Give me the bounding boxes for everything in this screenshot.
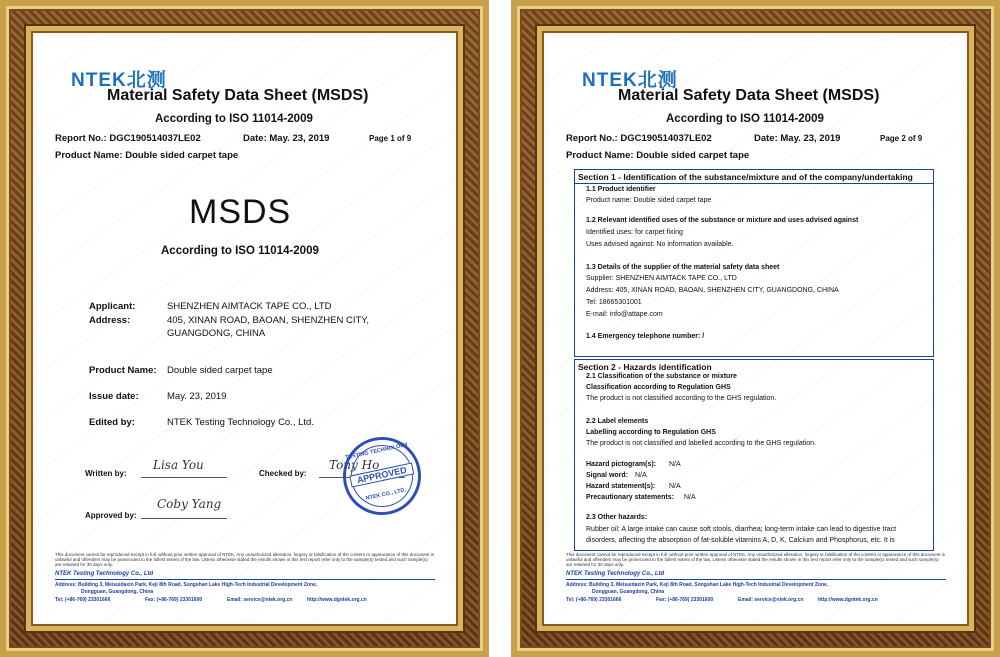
s2-1-text: The product is not classified according to the GHS regulation. [586, 395, 777, 402]
report-no: Report No.: DGC190514037LE02 [55, 133, 201, 144]
s1-4-heading: 1.4 Emergency telephone number: / [586, 333, 705, 340]
report-no: Report No.: DGC190514037LE02 [566, 133, 712, 144]
footer-rule [55, 579, 435, 580]
section-1-title: Section 1 - Identification of the substance/mixture and of the company/undertaking [578, 172, 913, 182]
footer-company: NTEK Testing Technology Co., Ltd [566, 571, 665, 577]
footer-email: Email: service@ntek.org.cn [227, 597, 293, 603]
s2-1-heading: 2.1 Classification of the substance or mixture [586, 373, 737, 380]
page-number: Page 1 of 9 [369, 134, 412, 143]
approved-stamp [336, 430, 429, 523]
footer-address: Address: Building 3, Meisuidaxin Park, Keji 8th Road, Songshan Lake High-Tech Industrial Development Zone, [566, 582, 829, 588]
section-2-title: Section 2 - Hazards identification [578, 362, 712, 372]
ntek-logo: NTEK北测 [582, 70, 678, 91]
stamp-approved-text: APPROVED [349, 462, 414, 487]
s2-2-subheading: Labelling according to Regulation GHS [586, 429, 716, 436]
applicant-label: Applicant: [89, 301, 136, 312]
hazard-statement-value: N/A [669, 483, 681, 490]
issue-date-value: May. 23, 2019 [167, 391, 227, 402]
applicant-value: SHENZHEN AIMTACK TAPE CO., LTD [167, 301, 332, 312]
issue-date-label: Issue date: [89, 391, 139, 402]
footer-fax: Fax: (+86-769) 23301600 [656, 597, 714, 603]
frame-inner [537, 26, 974, 631]
msds-heading: MSDS [189, 193, 292, 231]
ntek-logo: NTEK北测 [71, 70, 167, 91]
page-number: Page 2 of 9 [880, 134, 923, 143]
signature-line [141, 477, 227, 478]
s1-2-heading: 1.2 Relevant identified uses of the substance or mixture and uses advised against [586, 217, 859, 224]
s1-2-text-b: Uses advised against: No information available. [586, 241, 734, 248]
s1-3-supplier: Supplier: SHENZHEN AIMTACK TAPE CO., LTD [586, 275, 737, 282]
footer-address-2: Dongguan, Guangdong, China [81, 589, 154, 595]
s2-1-subheading: Classification according to Regulation GHS [586, 384, 731, 391]
s1-2-text-a: Identified uses: for carpet fixing [586, 229, 683, 236]
signal-word-value: N/A [635, 472, 647, 479]
s2-3-text-a: Rubber oil: A large intake can cause soft stools, diarrhea; long-term intake can lead to digestive tract [586, 526, 897, 533]
address-line-2: GUANGDONG, CHINA [167, 328, 266, 339]
precautionary-label: Precautionary statements: [586, 494, 674, 501]
product-name-header: Product Name: Double sided carpet tape [566, 150, 750, 161]
document-page-2 [548, 37, 963, 620]
s1-1-text: Product name: Double sided carpet tape [586, 197, 712, 204]
address-label: Address: [89, 315, 131, 326]
hazard-pictogram-label: Hazard pictogram(s): [586, 461, 657, 468]
s2-3-text-b: disorders, affecting the absorption of fat-soluble vitamins A, D, K, Calcium and Phosphorus, etc. It is [586, 537, 895, 544]
footer-address: Address: Building 3, Meisuidaxin Park, Keji 8th Road, Songshan Lake High-Tech Industrial Development Zone, [55, 582, 318, 588]
precautionary-value: N/A [684, 494, 696, 501]
signature-line [141, 518, 227, 519]
standard-label-2: According to ISO 11014-2009 [161, 245, 319, 257]
footer-website: http://www.dgntek.org.cn [307, 597, 367, 603]
standard-label: According to ISO 11014-2009 [155, 113, 313, 125]
footer-email: Email: service@ntek.org.cn [738, 597, 804, 603]
frame-right [511, 0, 1000, 657]
section-divider [574, 183, 934, 184]
signal-word-label: Signal word: [586, 472, 628, 479]
address-line-1: 405, XINAN ROAD, BAOAN, SHENZHEN CITY, [167, 315, 370, 326]
report-date: Date: May. 23, 2019 [754, 133, 841, 144]
standard-label: According to ISO 11014-2009 [666, 113, 824, 125]
checked-by-signature: Tony Ho [329, 458, 380, 472]
page-title: Material Safety Data Sheet (MSDS) [107, 87, 369, 104]
edited-by-value: NTEK Testing Technology Co., Ltd. [167, 417, 314, 428]
written-by-label: Written by: [85, 469, 127, 478]
page-title: Material Safety Data Sheet (MSDS) [618, 87, 880, 104]
frame-inner [26, 26, 463, 631]
disclaimer: This document cannot be reproduced except in full, without prior written approval of NTEK. Any unauthorized alteration, forgery or falsification of the content or appearance of this document is unlawful and offenders may be prosecuted to the fullest extent of the law. Unless otherwise stated the results shown in this test report refer only to the sample(s) tested and such sample(s) are retained for 30 days only. [55, 552, 434, 567]
frame-left [0, 0, 489, 657]
product-value: Double sided carpet tape [167, 365, 273, 376]
report-date: Date: May. 23, 2019 [243, 133, 330, 144]
product-label: Product Name: [89, 365, 157, 376]
s2-2-text: The product is not classified and labelled according to the GHS regulation. [586, 440, 816, 447]
stamp-bottom-text: NTEK CO., LTD. [365, 487, 407, 502]
hazard-pictogram-value: N/A [669, 461, 681, 468]
hazard-statement-label: Hazard statement(s): [586, 483, 656, 490]
s1-3-address: Address: 405, XINAN ROAD, BAOAN, SHENZHEN CITY, GUANGDONG, CHINA [586, 287, 839, 294]
s1-3-tel: Tel: 18665301001 [586, 299, 642, 306]
disclaimer: This document cannot be reproduced except in full, without prior written approval of NTEK. Any unauthorized alteration, forgery or falsification of the content or appearance of this document is unlawful and offenders may be prosecuted to the fullest extent of the law. Unless otherwise stated the results shown in this test report refer only to the sample(s) tested and such sample(s) are retained for 30 days only. [566, 552, 945, 567]
footer-tel: Tel: (+86-769) 23301666 [566, 597, 622, 603]
product-name-header: Product Name: Double sided carpet tape [55, 150, 239, 161]
footer-fax: Fax: (+86-769) 23301600 [145, 597, 203, 603]
footer-website: http://www.dgntek.org.cn [818, 597, 878, 603]
s1-1-heading: 1.1 Product identifier [586, 186, 656, 193]
s2-3-heading: 2.3 Other hazards: [586, 514, 648, 521]
approved-by-signature: Coby Yang [157, 497, 222, 511]
document-page-1 [37, 37, 452, 620]
s1-3-email: E-mail: info@attape.com [586, 311, 663, 318]
s1-3-heading: 1.3 Details of the supplier of the material safety data sheet [586, 264, 780, 271]
edited-by-label: Edited by: [89, 417, 135, 428]
written-by-signature: Lisa You [153, 458, 204, 472]
footer-address-2: Dongguan, Guangdong, China [592, 589, 665, 595]
footer-tel: Tel: (+86-769) 23301666 [55, 597, 111, 603]
footer-company: NTEK Testing Technology Co., Ltd [55, 571, 154, 577]
footer-rule [566, 579, 946, 580]
approved-by-label: Approved by: [85, 511, 137, 520]
stamp-top-text: TESTING TECHNOLOGY [344, 441, 409, 462]
s2-2-heading: 2.2 Label elements [586, 418, 649, 425]
checked-by-label: Checked by: [259, 469, 307, 478]
